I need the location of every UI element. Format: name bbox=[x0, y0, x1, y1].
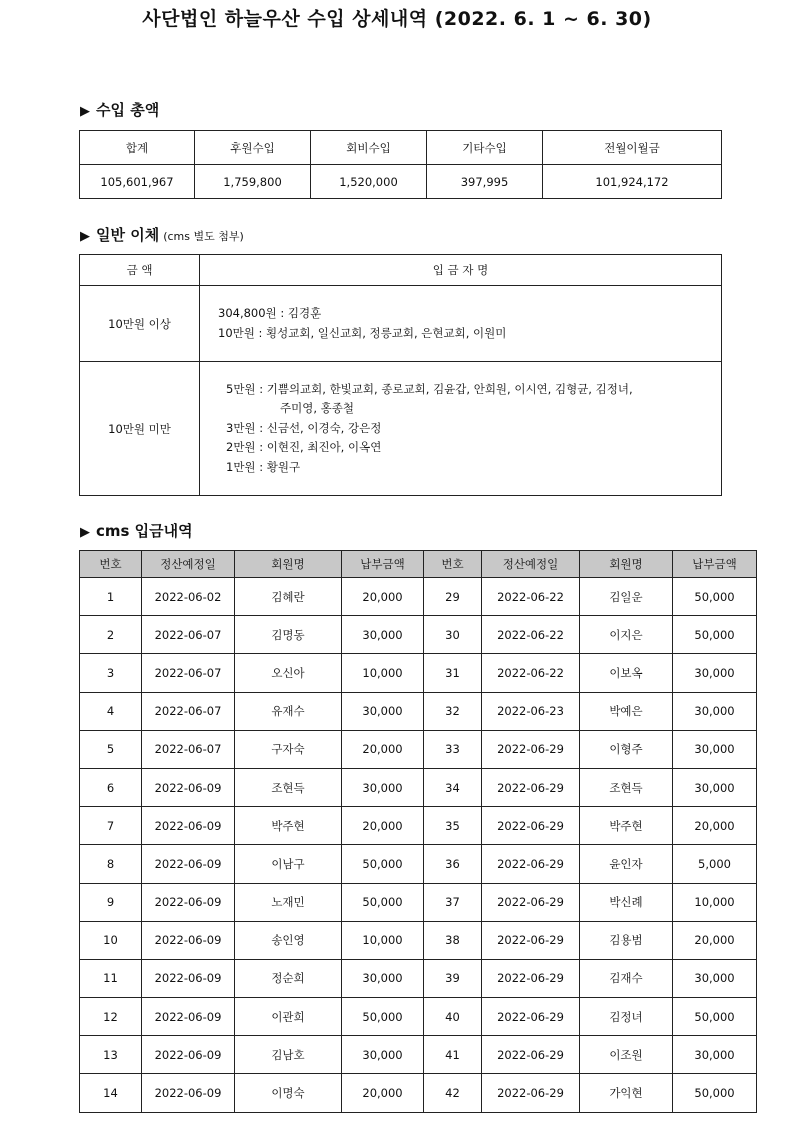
summary-value-cell: 101,924,172 bbox=[543, 165, 722, 199]
table-row bbox=[80, 730, 757, 768]
summary-header-cell: 기타수입 bbox=[427, 131, 543, 165]
table-cell: 36 bbox=[424, 845, 482, 883]
table-cell: 2022-06-29 bbox=[482, 730, 580, 768]
table-cell: 노재민 bbox=[235, 883, 342, 921]
table-cell: 이남구 bbox=[235, 845, 342, 883]
cms-deposit-table bbox=[79, 550, 757, 1113]
table-cell: 조현득 bbox=[580, 768, 673, 806]
table-cell: 13 bbox=[80, 1036, 142, 1074]
table-cell: 2022-06-29 bbox=[482, 883, 580, 921]
table-cell: 30,000 bbox=[342, 1036, 424, 1074]
table-cell: 33 bbox=[424, 730, 482, 768]
section-transfer-note: (cms 별도 첨부) bbox=[163, 230, 244, 243]
table-cell: 32 bbox=[424, 692, 482, 730]
cms-header-cell: 번호 bbox=[424, 551, 482, 578]
table-cell: 30,000 bbox=[342, 959, 424, 997]
transfer-under-row bbox=[80, 362, 722, 496]
table-cell: 30 bbox=[424, 616, 482, 654]
table-row bbox=[80, 654, 757, 692]
table-cell: 7 bbox=[80, 807, 142, 845]
table-cell: 이보옥 bbox=[580, 654, 673, 692]
transfer-header-row bbox=[80, 255, 722, 286]
transfer-line: 3만원 : 신금선, 이경숙, 강은정 bbox=[226, 420, 382, 435]
summary-value-row bbox=[80, 165, 722, 199]
table-cell: 20,000 bbox=[673, 807, 757, 845]
table-cell: 50,000 bbox=[342, 845, 424, 883]
transfer-header-cell: 금 액 bbox=[80, 255, 200, 286]
table-cell: 이조원 bbox=[580, 1036, 673, 1074]
table-cell: 2022-06-29 bbox=[482, 807, 580, 845]
table-cell: 10,000 bbox=[673, 883, 757, 921]
table-cell: 2022-06-22 bbox=[482, 654, 580, 692]
table-cell: 30,000 bbox=[673, 654, 757, 692]
table-cell: 30,000 bbox=[673, 692, 757, 730]
summary-header-cell: 합계 bbox=[80, 131, 195, 165]
transfer-under-names bbox=[200, 362, 722, 496]
table-row bbox=[80, 616, 757, 654]
transfer-line: 주미영, 홍종철 bbox=[280, 401, 354, 416]
table-cell: 38 bbox=[424, 921, 482, 959]
summary-header-row bbox=[80, 131, 722, 165]
transfer-over-row bbox=[80, 286, 722, 362]
table-cell: 50,000 bbox=[673, 998, 757, 1036]
table-cell: 5,000 bbox=[673, 845, 757, 883]
table-cell: 20,000 bbox=[342, 807, 424, 845]
table-cell: 31 bbox=[424, 654, 482, 692]
table-cell: 10,000 bbox=[342, 654, 424, 692]
transfer-line: 1만원 : 황원구 bbox=[226, 459, 301, 474]
cms-header-cell: 회원명 bbox=[580, 551, 673, 578]
table-cell: 37 bbox=[424, 883, 482, 921]
table-cell: 10 bbox=[80, 921, 142, 959]
cms-header-row bbox=[80, 551, 757, 578]
table-row bbox=[80, 921, 757, 959]
income-summary-table bbox=[79, 130, 722, 199]
table-row bbox=[80, 768, 757, 806]
table-cell: 35 bbox=[424, 807, 482, 845]
table-cell: 2022-06-09 bbox=[142, 807, 235, 845]
summary-value-cell: 1,520,000 bbox=[311, 165, 427, 199]
section-transfer-title: 일반 이체 bbox=[96, 226, 160, 244]
table-cell: 40 bbox=[424, 998, 482, 1036]
cms-header-cell: 납부금액 bbox=[342, 551, 424, 578]
table-cell: 윤인자 bbox=[580, 845, 673, 883]
table-cell: 9 bbox=[80, 883, 142, 921]
table-cell: 2 bbox=[80, 616, 142, 654]
summary-value-cell: 397,995 bbox=[427, 165, 543, 199]
table-cell: 2022-06-07 bbox=[142, 616, 235, 654]
table-cell: 6 bbox=[80, 768, 142, 806]
table-cell: 4 bbox=[80, 692, 142, 730]
table-cell: 2022-06-29 bbox=[482, 921, 580, 959]
transfer-line: 2만원 : 이현진, 최진아, 이옥연 bbox=[226, 440, 382, 455]
transfer-line: 10만원 : 횡성교회, 일신교회, 정릉교회, 은현교회, 이원미 bbox=[218, 325, 507, 340]
table-cell: 2022-06-29 bbox=[482, 1074, 580, 1112]
table-cell: 39 bbox=[424, 959, 482, 997]
cms-header-cell: 회원명 bbox=[235, 551, 342, 578]
table-row bbox=[80, 692, 757, 730]
table-cell: 14 bbox=[80, 1074, 142, 1112]
table-cell: 2022-06-09 bbox=[142, 845, 235, 883]
table-cell: 20,000 bbox=[342, 578, 424, 616]
table-cell: 10,000 bbox=[342, 921, 424, 959]
table-cell: 42 bbox=[424, 1074, 482, 1112]
table-cell: 29 bbox=[424, 578, 482, 616]
table-row bbox=[80, 998, 757, 1036]
table-cell: 김용범 bbox=[580, 921, 673, 959]
transfer-line: 304,800원 : 김경훈 bbox=[218, 306, 322, 320]
table-cell: 2022-06-09 bbox=[142, 768, 235, 806]
table-cell: 50,000 bbox=[673, 1074, 757, 1112]
table-cell: 오신아 bbox=[235, 654, 342, 692]
table-cell: 김혜란 bbox=[235, 578, 342, 616]
summary-header-cell: 후원수입 bbox=[195, 131, 311, 165]
table-cell: 41 bbox=[424, 1036, 482, 1074]
table-cell: 이관희 bbox=[235, 998, 342, 1036]
table-cell: 박예은 bbox=[580, 692, 673, 730]
table-cell: 2022-06-09 bbox=[142, 959, 235, 997]
table-cell: 2022-06-07 bbox=[142, 654, 235, 692]
transfer-over-names bbox=[200, 286, 722, 362]
table-cell: 30,000 bbox=[673, 959, 757, 997]
table-cell: 30,000 bbox=[673, 768, 757, 806]
table-row bbox=[80, 1036, 757, 1074]
transfer-header-cell: 입 금 자 명 bbox=[200, 255, 722, 286]
transfer-under-label: 10만원 미만 bbox=[80, 362, 200, 496]
cms-header-cell: 납부금액 bbox=[673, 551, 757, 578]
table-cell: 유재수 bbox=[235, 692, 342, 730]
table-cell: 구자숙 bbox=[235, 730, 342, 768]
transfer-over-label: 10만원 이상 bbox=[80, 286, 200, 362]
table-cell: 이명숙 bbox=[235, 1074, 342, 1112]
table-cell: 박주현 bbox=[580, 807, 673, 845]
table-cell: 조현득 bbox=[235, 768, 342, 806]
summary-value-cell: 1,759,800 bbox=[195, 165, 311, 199]
table-cell: 12 bbox=[80, 998, 142, 1036]
table-cell: 2022-06-29 bbox=[482, 998, 580, 1036]
table-cell: 50,000 bbox=[342, 998, 424, 1036]
table-row bbox=[80, 578, 757, 616]
table-cell: 20,000 bbox=[342, 730, 424, 768]
table-cell: 11 bbox=[80, 959, 142, 997]
table-cell: 2022-06-09 bbox=[142, 921, 235, 959]
cms-header-cell: 정산예정일 bbox=[142, 551, 235, 578]
table-cell: 30,000 bbox=[342, 768, 424, 806]
table-cell: 30,000 bbox=[673, 1036, 757, 1074]
section-cms-heading bbox=[80, 520, 193, 541]
triangle-bullet-icon: ▶ bbox=[80, 229, 90, 244]
table-cell: 김명동 bbox=[235, 616, 342, 654]
table-cell: 이지은 bbox=[580, 616, 673, 654]
table-cell: 1 bbox=[80, 578, 142, 616]
table-cell: 3 bbox=[80, 654, 142, 692]
table-cell: 2022-06-29 bbox=[482, 845, 580, 883]
table-cell: 2022-06-09 bbox=[142, 998, 235, 1036]
section-transfer-heading bbox=[80, 224, 244, 245]
table-cell: 김남호 bbox=[235, 1036, 342, 1074]
triangle-bullet-icon: ▶ bbox=[80, 104, 90, 119]
table-cell: 이형주 bbox=[580, 730, 673, 768]
table-cell: 50,000 bbox=[673, 616, 757, 654]
table-cell: 2022-06-22 bbox=[482, 616, 580, 654]
table-row bbox=[80, 1074, 757, 1112]
summary-value-cell: 105,601,967 bbox=[80, 165, 195, 199]
table-cell: 2022-06-29 bbox=[482, 768, 580, 806]
page-title: 사단법인 하늘우산 수입 상세내역 (2022. 6. 1 ~ 6. 30) bbox=[142, 8, 652, 30]
table-row bbox=[80, 883, 757, 921]
table-cell: 가익현 bbox=[580, 1074, 673, 1112]
table-cell: 김정녀 bbox=[580, 998, 673, 1036]
table-cell: 2022-06-23 bbox=[482, 692, 580, 730]
table-cell: 2022-06-22 bbox=[482, 578, 580, 616]
table-row bbox=[80, 845, 757, 883]
table-cell: 8 bbox=[80, 845, 142, 883]
table-cell: 50,000 bbox=[342, 883, 424, 921]
section-total-title: 수입 총액 bbox=[96, 101, 160, 119]
table-cell: 2022-06-29 bbox=[482, 1036, 580, 1074]
table-cell: 30,000 bbox=[673, 730, 757, 768]
table-cell: 2022-06-02 bbox=[142, 578, 235, 616]
table-cell: 30,000 bbox=[342, 616, 424, 654]
table-cell: 5 bbox=[80, 730, 142, 768]
table-cell: 30,000 bbox=[342, 692, 424, 730]
table-cell: 2022-06-29 bbox=[482, 959, 580, 997]
general-transfer-table bbox=[79, 254, 722, 496]
section-cms-title: cms 입금내역 bbox=[96, 522, 193, 540]
table-cell: 20,000 bbox=[342, 1074, 424, 1112]
table-cell: 김재수 bbox=[580, 959, 673, 997]
cms-header-cell: 정산예정일 bbox=[482, 551, 580, 578]
table-cell: 2022-06-09 bbox=[142, 1074, 235, 1112]
table-cell: 50,000 bbox=[673, 578, 757, 616]
transfer-line: 5만원 : 기쁨의교회, 한빛교회, 종로교회, 김윤갑, 안희원, 이시연, 김형균, 김정녀, bbox=[226, 381, 633, 396]
table-row bbox=[80, 807, 757, 845]
table-cell: 2022-06-07 bbox=[142, 730, 235, 768]
table-cell: 34 bbox=[424, 768, 482, 806]
cms-header-cell: 번호 bbox=[80, 551, 142, 578]
table-cell: 박신례 bbox=[580, 883, 673, 921]
table-cell: 20,000 bbox=[673, 921, 757, 959]
table-cell: 송인영 bbox=[235, 921, 342, 959]
section-total-heading bbox=[80, 99, 159, 120]
table-cell: 2022-06-09 bbox=[142, 1036, 235, 1074]
cms-table-body bbox=[80, 578, 757, 1113]
table-cell: 박주현 bbox=[235, 807, 342, 845]
triangle-bullet-icon: ▶ bbox=[80, 525, 90, 540]
summary-header-cell: 회비수입 bbox=[311, 131, 427, 165]
table-row bbox=[80, 959, 757, 997]
table-cell: 김일운 bbox=[580, 578, 673, 616]
table-cell: 정순희 bbox=[235, 959, 342, 997]
table-cell: 2022-06-09 bbox=[142, 883, 235, 921]
table-cell: 2022-06-07 bbox=[142, 692, 235, 730]
summary-header-cell: 전월이월금 bbox=[543, 131, 722, 165]
